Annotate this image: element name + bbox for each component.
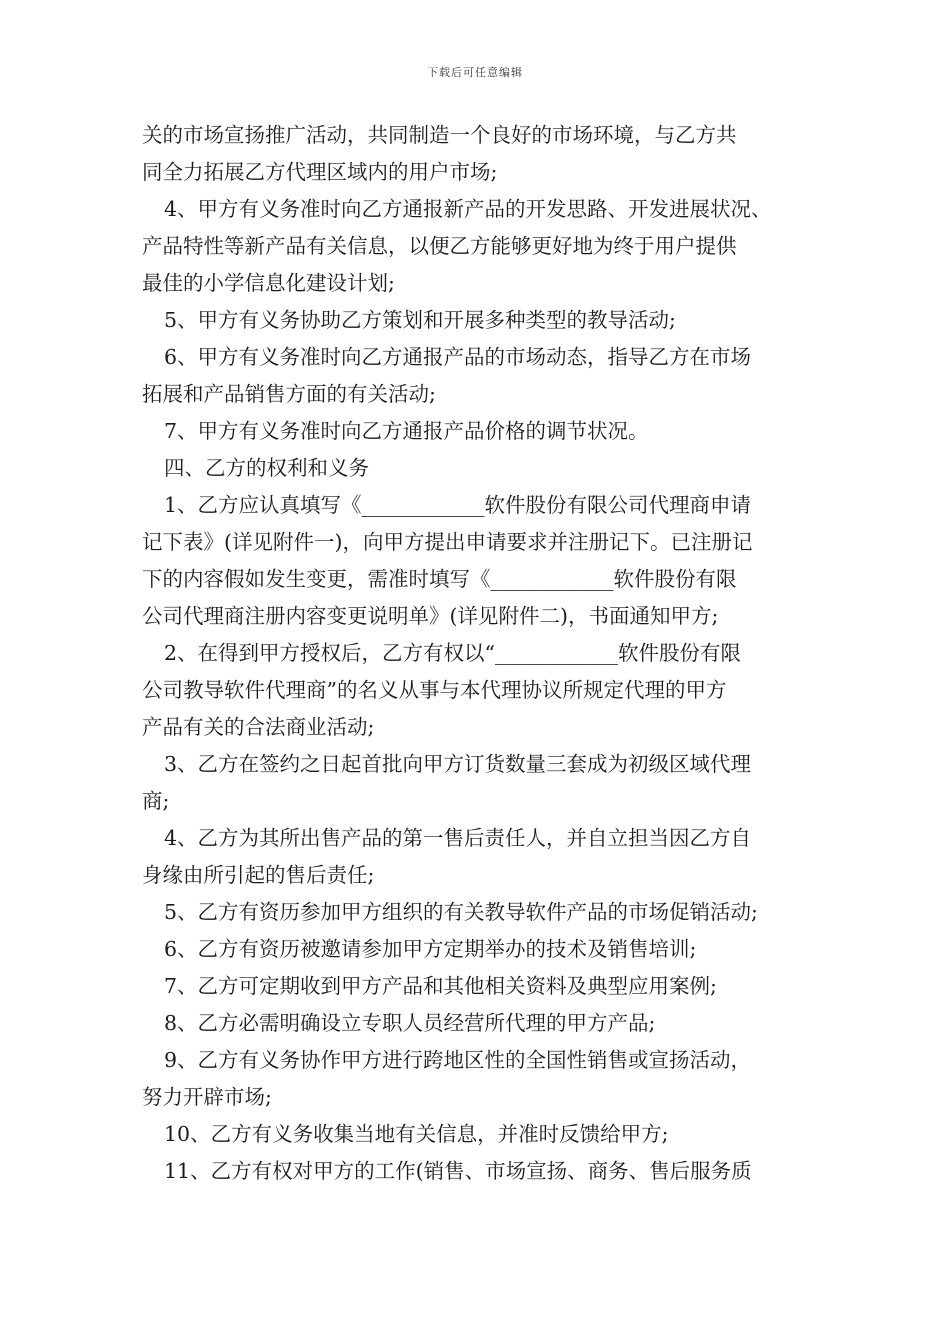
text-line: 拓展和产品销售方面的有关活动; <box>142 382 436 406</box>
section-heading <box>142 450 810 487</box>
paragraph <box>142 117 810 191</box>
text-line: 下的内容假如发生变更，需准时填写《____________软件股份有限 <box>142 567 737 591</box>
text-line: 记下表》(详见附件一)，向甲方提出申请要求并注册记下。已注册记 <box>142 530 753 554</box>
text-line: 3、乙方在签约之日起首批向甲方订货数量三套成为初级区域代理 <box>164 752 752 776</box>
paragraph <box>142 746 810 820</box>
paragraph <box>142 487 810 635</box>
text-line: 关的市场宣扬推广活动，共同制造一个良好的市场环境，与乙方共 <box>142 123 737 147</box>
paragraph <box>142 1116 810 1153</box>
text-line: 公司代理商注册内容变更说明单》(详见附件二)，书面通知甲方; <box>142 604 719 628</box>
paragraph <box>142 968 810 1005</box>
text-line: 2、在得到甲方授权后，乙方有权以“____________软件股份有限 <box>164 641 742 665</box>
text-line: 6、乙方有资历被邀请参加甲方定期举办的技术及销售培训; <box>164 937 697 961</box>
text-line: 9、乙方有义务协作甲方进行跨地区性的全国性销售或宣扬活动， <box>164 1048 752 1072</box>
text-line: 产品有关的合法商业活动; <box>142 715 375 739</box>
paragraph <box>142 894 810 931</box>
text-line: 4、甲方有义务准时向乙方通报新产品的开发思路、开发进展状况、 <box>164 197 772 221</box>
text-line: 6、甲方有义务准时向乙方通报产品的市场动态，指导乙方在市场 <box>164 345 752 369</box>
paragraph <box>142 339 810 413</box>
header-note: 下载后可任意编辑 <box>427 66 523 79</box>
text-line: 商; <box>142 789 170 813</box>
paragraph <box>142 1005 810 1042</box>
document-body <box>142 117 810 1190</box>
text-line: 产品特性等新产品有关信息，以便乙方能够更好地为终于用户提供 <box>142 234 737 258</box>
text-line: 10、乙方有义务收集当地有关信息，并准时反馈给甲方; <box>164 1122 669 1146</box>
text-line: 1、乙方应认真填写《____________软件股份有限公司代理商申请 <box>164 493 752 517</box>
text-line: 公司教导软件代理商”的名义从事与本代理协议所规定代理的甲方 <box>142 678 727 702</box>
text-line: 身缘由所引起的售后责任; <box>142 863 375 887</box>
paragraph <box>142 1042 810 1116</box>
text-line: 7、甲方有义务准时向乙方通报产品价格的调节状况。 <box>164 419 649 443</box>
paragraph <box>142 191 810 302</box>
text-line: 11、乙方有权对甲方的工作(销售、市场宣扬、商务、售后服务质 <box>164 1159 752 1183</box>
text-line: 最佳的小学信息化建设计划; <box>142 271 395 295</box>
text-line: 努力开辟市场; <box>142 1085 272 1109</box>
text-line: 5、甲方有义务协助乙方策划和开展多种类型的教导活动; <box>164 308 676 332</box>
paragraph <box>142 635 810 746</box>
paragraph <box>142 413 810 450</box>
text-line: 8、乙方必需明确设立专职人员经营所代理的甲方产品; <box>164 1011 656 1035</box>
text-line: 7、乙方可定期收到甲方产品和其他相关资料及典型应用案例; <box>164 974 717 998</box>
text-line: 同全力拓展乙方代理区域内的用户市场; <box>142 160 498 184</box>
paragraph <box>142 931 810 968</box>
text-line: 4、乙方为其所出售产品的第一售后责任人，并自立担当因乙方自 <box>164 826 752 850</box>
paragraph <box>142 820 810 894</box>
text-line: 四、乙方的权利和义务 <box>164 456 369 480</box>
paragraph <box>142 1153 810 1190</box>
paragraph <box>142 302 810 339</box>
text-line: 5、乙方有资历参加甲方组织的有关教导软件产品的市场促销活动; <box>164 900 758 924</box>
